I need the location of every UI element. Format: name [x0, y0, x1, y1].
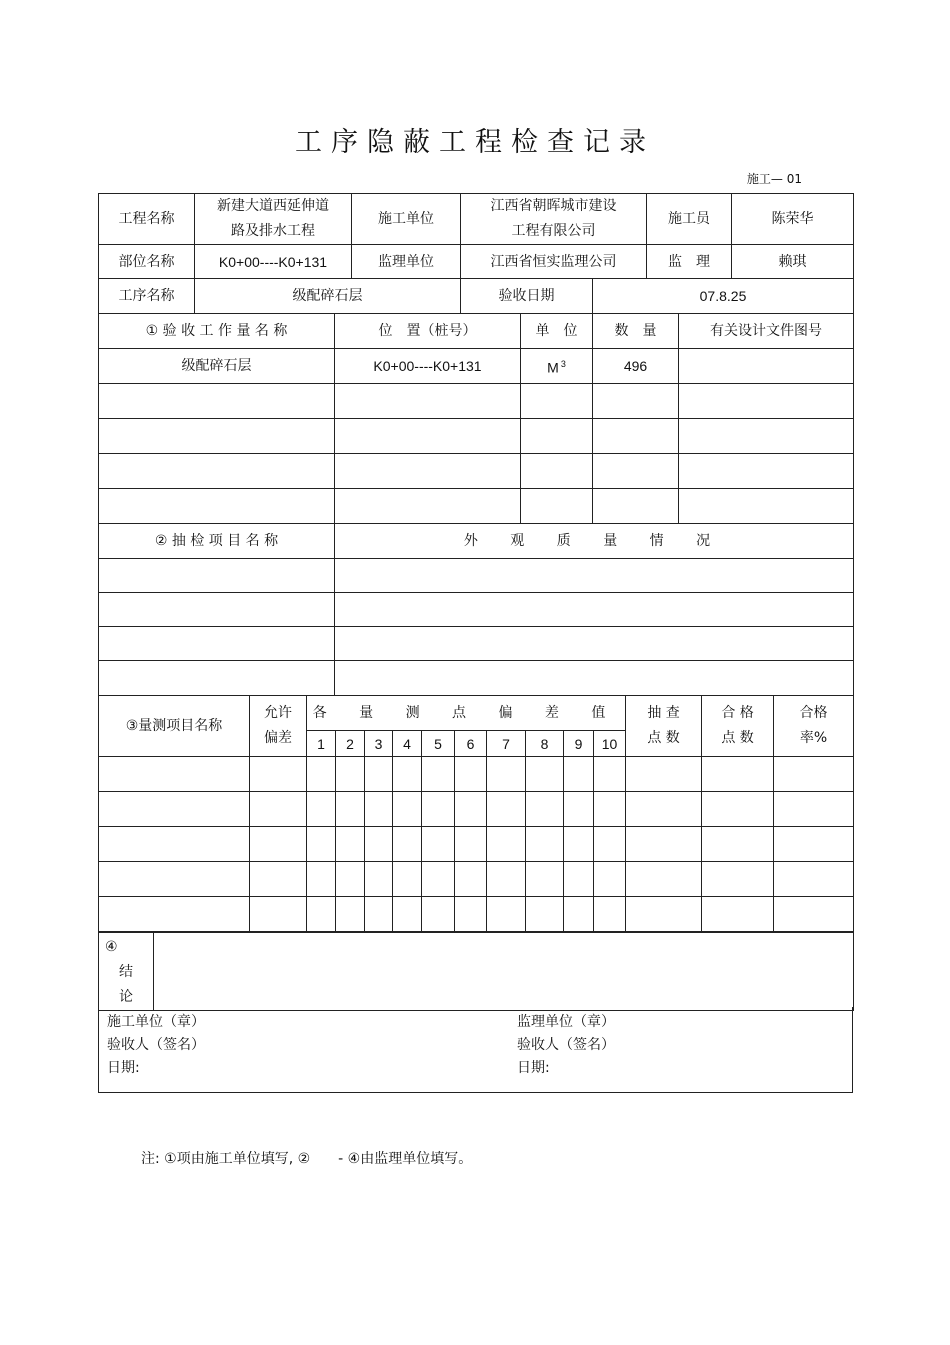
- supervisor-value: 赖琪: [732, 245, 854, 279]
- col-position: 位 置（桩号）: [335, 314, 521, 349]
- form-number: 施工— 01: [746, 172, 802, 186]
- col-measure-item: ③量测项目名称: [99, 696, 250, 757]
- contractor-seal-label: 施工单位（章）: [107, 1014, 205, 1030]
- position-cell: K0+00----K0+131: [335, 349, 521, 384]
- unit-cell: M $^3$: [521, 349, 593, 384]
- table-row: [99, 627, 854, 661]
- process-name-label: 工序名称: [99, 279, 195, 314]
- supervisor-label: 监 理: [647, 245, 732, 279]
- process-name-value: 级配碎石层: [195, 279, 461, 314]
- table-row: [99, 792, 854, 827]
- design-docs-cell: [679, 349, 854, 384]
- supervisor-unit-value: 江西省恒实监理公司: [461, 245, 647, 279]
- header-table: [98, 193, 854, 314]
- page-title: 工序隐蔽工程检查记录: [295, 127, 655, 158]
- point-number: 9: [564, 731, 594, 757]
- point-number: 10: [594, 731, 626, 757]
- supervisor-signature: [517, 1011, 615, 1080]
- contractor-signature: [107, 1011, 205, 1080]
- project-name-value: 新建大道西延伸道 路及排水工程: [195, 194, 352, 245]
- supervisor-acceptor-label: 验收人（签名）: [517, 1037, 615, 1053]
- col-unit: 单 位: [521, 314, 593, 349]
- table-row: [99, 827, 854, 862]
- inspection-table: [98, 523, 854, 696]
- table-row: [99, 349, 854, 384]
- supervisor-seal-label: 监理单位（章）: [517, 1014, 615, 1030]
- supervisor-date-label: 日期:: [517, 1060, 550, 1076]
- part-name-value: K0+00----K0+131: [195, 245, 352, 279]
- signature-block: [98, 1007, 853, 1093]
- worker-value: 陈荣华: [732, 194, 854, 245]
- point-number: 3: [365, 731, 393, 757]
- point-number: 7: [487, 731, 526, 757]
- col-quantity: 数 量: [593, 314, 679, 349]
- quantity-table: [98, 313, 854, 524]
- supervisor-unit-label: 监理单位: [352, 245, 461, 279]
- col-appearance: 外 观 质 量 情 况: [335, 524, 854, 559]
- table-row: [99, 419, 854, 454]
- col-work-name: ① 验 收 工 作 量 名 称: [99, 314, 335, 349]
- point-number: 5: [422, 731, 455, 757]
- table-row: [99, 593, 854, 627]
- point-number: 4: [393, 731, 422, 757]
- point-number: 2: [336, 731, 365, 757]
- table-row: [99, 661, 854, 696]
- col-pass-points: 合 格 点 数: [702, 696, 774, 757]
- table-row: [99, 897, 854, 932]
- accept-date-label: 验收日期: [461, 279, 593, 314]
- accept-date-value: 07.8.25: [593, 279, 854, 314]
- conclusion-table: [98, 932, 854, 1011]
- point-number: 6: [455, 731, 487, 757]
- contractor-value: 江西省朝晖城市建设 工程有限公司: [461, 194, 647, 245]
- contractor-label: 施工单位: [352, 194, 461, 245]
- project-name-label: 工程名称: [99, 194, 195, 245]
- footnote: 注: ①项由施工单位填写, ② - ④由监理单位填写。: [141, 1151, 473, 1167]
- point-number: 8: [526, 731, 564, 757]
- measurement-table: [98, 695, 854, 932]
- work-name-cell: 级配碎石层: [99, 349, 335, 384]
- contractor-date-label: 日期:: [107, 1060, 140, 1076]
- col-pass-rate: 合格 率%: [774, 696, 854, 757]
- table-row: [99, 489, 854, 524]
- contractor-acceptor-label: 验收人（签名）: [107, 1037, 205, 1053]
- col-tolerance: 允许 偏差: [250, 696, 307, 757]
- worker-label: 施工员: [647, 194, 732, 245]
- col-sample-points: 抽 查 点 数: [626, 696, 702, 757]
- col-deviation: 各 量 测 点 偏 差 值: [307, 696, 626, 731]
- col-design-docs: 有关设计文件图号: [679, 314, 854, 349]
- part-name-label: 部位名称: [99, 245, 195, 279]
- col-inspect-item: ② 抽 检 项 目 名 称: [99, 524, 335, 559]
- table-row: [99, 757, 854, 792]
- conclusion-content: [154, 933, 854, 1011]
- quantity-cell: 496: [593, 349, 679, 384]
- table-row: [99, 862, 854, 897]
- table-row: [99, 384, 854, 419]
- conclusion-label: ④ 结 论: [99, 933, 154, 1011]
- point-number: 1: [307, 731, 336, 757]
- table-row: [99, 454, 854, 489]
- table-row: [99, 559, 854, 593]
